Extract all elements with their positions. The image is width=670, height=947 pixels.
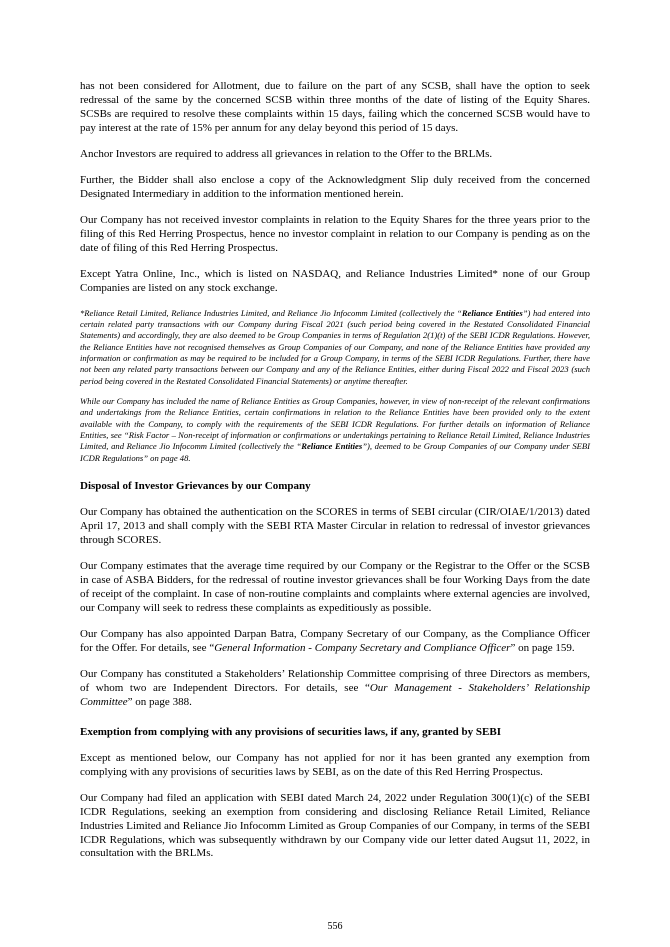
text-run: Our Company has constituted a Stakeholders’ Relationship Committee comprising of three Directors as members, of whom two are Independent Directors. For details, see “ bbox=[80, 667, 590, 694]
body-paragraph bbox=[80, 214, 590, 256]
page-number: 556 bbox=[327, 921, 343, 932]
text-run: ” on page 388. bbox=[127, 695, 192, 708]
text-run: has not been considered for Allotment, due to failure on the part of any SCSB, shall have the option to seek redressal of the same by the concerned SCSB within three months of the date of listing of the Equity Shares. SCSBs are required to resolve these complaints within 15 days, failing which the concerned SCSB would have to pay interest at the rate of 15% per annum for any delay beyond this period of 15 days. bbox=[80, 80, 590, 134]
section-heading bbox=[80, 726, 590, 740]
page-footer bbox=[0, 921, 670, 932]
footnote-paragraph bbox=[80, 308, 590, 387]
text-run: General Information - Company Secretary and Compliance Officer bbox=[214, 641, 511, 654]
body-paragraph bbox=[80, 148, 590, 162]
body-paragraph bbox=[80, 752, 590, 780]
text-run: While our Company has included the name of Reliance Entities as Group Companies, however, in view of non-receipt of the relevant confirmations and undertakings from the Reliance Entities, certain confirmations in relation to the Reliance Entities have been provided only to the extent available with the Company, to comply with the requirements of the SEBI ICDR Regulations. For further details on information of Reliance Entities, see “Risk Factor – Non-receipt of information or confirmations or undertakings pertaining to Reliance Retail Limited, Reliance Industries Limited, and Reliance Jio Infocomm Limited (collectively the “ bbox=[80, 396, 590, 452]
text-run: Reliance Entities bbox=[301, 441, 363, 452]
text-run: ”) had entered into certain related party transactions with our Company during Fiscal 2021 (such period being covered in the Restated Consolidated Financial Statements) and accordingly, they are also deemed to be Group Companies in terms of Regulation 2(1)(t) of the SEBI ICDR Regulations. However, the Reliance Entities have not recognised themselves as Group Companies of our Company, and none of the Reliance Entities have provided any information or confirmation as may be required to be included for a Group Company, in terms of the SEBI ICDR Regulations. Further, there have not been any related party transactions between our Company and any of the Reliance Entities, either during Fiscal 2022 and Fiscal 2023 (such period being covered in the Restated Consolidated Financial Statements) or anytime thereafter. bbox=[80, 307, 590, 386]
section-heading bbox=[80, 480, 590, 494]
text-run: Our Company has also appointed Darpan Batra, Company Secretary of our Company, as the Compliance Officer for the Offer. For details, see “ bbox=[80, 627, 590, 654]
text-run: Our Company had filed an application with SEBI dated March 24, 2022 under Regulation 300(1)(c) of the SEBI ICDR Regulations, seeking an exemption from considering and disclosing Reliance Retail Limited, Reliance Industries Limited and Reliance Jio Infocomm Limited as Group Companies of our Company, in terms of the SEBI ICDR Regulations, which was subsequently withdrawn by our Company vide our letter dated Augsut 11, 2022, in consultation with the BRLMs. bbox=[80, 791, 590, 860]
text-run: Except Yatra Online, Inc., which is listed on NASDAQ, and Reliance Industries Limited* none of our Group Companies are listed on any stock exchange. bbox=[80, 267, 590, 294]
text-run: Our Management - Stakeholders’ Relationship Committee bbox=[80, 681, 591, 708]
body-paragraph bbox=[80, 80, 590, 136]
body-paragraph bbox=[80, 792, 590, 862]
text-run: Except as mentioned below, our Company has not applied for nor it has been granted any exemption from complying with any provisions of securities laws by SEBI, as on the date of this Red Herring Prospectus. bbox=[80, 751, 590, 778]
text-run: Exemption from complying with any provisions of securities laws, if any, granted by SEBI bbox=[80, 725, 501, 738]
text-run: Our Company estimates that the average time required by our Company or the Registrar to the Offer or the SCSB in case of ASBA Bidders, for the redressal of routine investor grievances shall be four Working Days from the date of receipt of the complaint. In case of non-routine complaints and complaints where external agencies are involved, our Company will seek to redress these complaints as expeditiously as possible. bbox=[80, 559, 590, 614]
body-paragraph bbox=[80, 174, 590, 202]
text-run: Anchor Investors are required to address all grievances in relation to the Offer to the BRLMs. bbox=[80, 147, 493, 160]
text-run: Further, the Bidder shall also enclose a copy of the Acknowledgment Slip duly received from the concerned Designated Intermediary in addition to the information mentioned herein. bbox=[80, 173, 590, 200]
text-run: ”), deemed to be Group Companies of our Company under SEBI ICDR Regulations” on page 48. bbox=[80, 441, 590, 463]
text-run: Reliance Entities bbox=[461, 307, 523, 318]
text-run: Our Company has not received investor complaints in relation to the Equity Shares for the three years prior to the filing of this Red Herring Prospectus, hence no investor complaint in relation to our Company is pending as on the date of filing of this Red Herring Prospectus. bbox=[80, 213, 590, 254]
body-paragraph bbox=[80, 628, 590, 656]
body-paragraph bbox=[80, 668, 590, 710]
body-paragraph bbox=[80, 506, 590, 548]
text-run: *Reliance Retail Limited, Reliance Industries Limited, and Reliance Jio Infocomm Limited (collectively the “ bbox=[80, 307, 462, 318]
body-paragraph bbox=[80, 268, 590, 296]
document-content bbox=[80, 80, 590, 873]
text-run: ” on page 159. bbox=[510, 641, 575, 654]
footnote-paragraph bbox=[80, 396, 590, 464]
text-run: Disposal of Investor Grievances by our Company bbox=[80, 480, 311, 493]
text-run: Our Company has obtained the authentication on the SCORES in terms of SEBI circular (CIR/OIAE/1/2013) dated April 17, 2013 and shall comply with the SEBI RTA Master Circular in relation to redressal of investor grievances through SCORES. bbox=[80, 506, 590, 546]
body-paragraph bbox=[80, 560, 590, 616]
